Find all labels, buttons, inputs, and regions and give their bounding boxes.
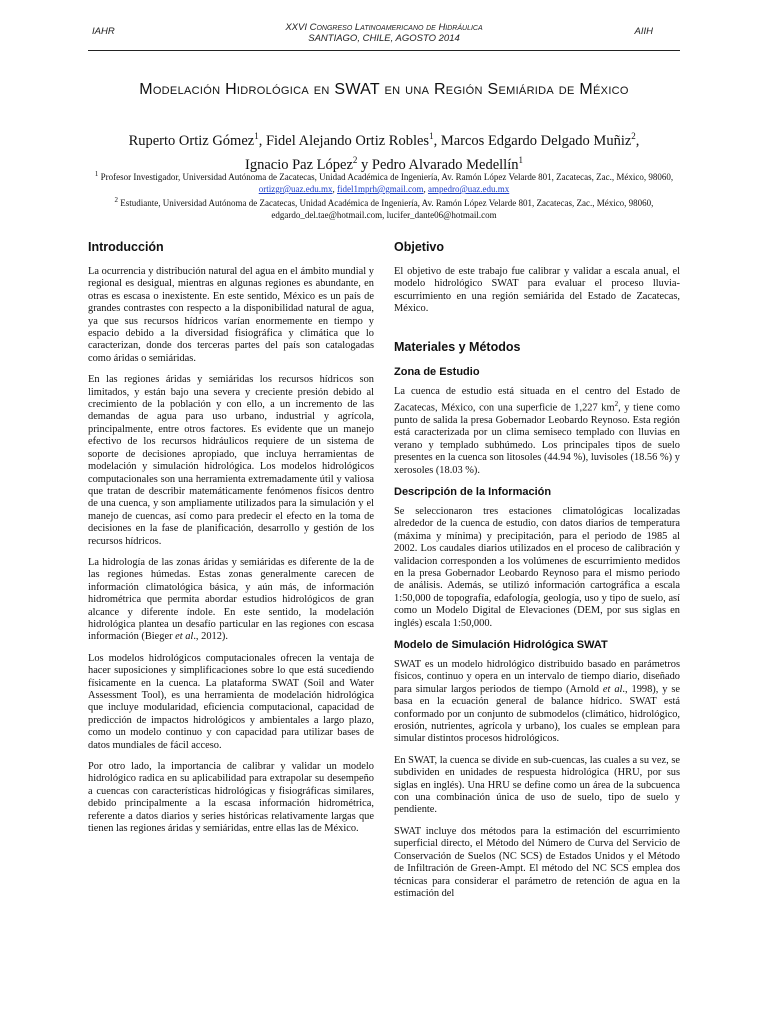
author-line-1 (80, 127, 688, 151)
paragraph: Por otro lado, la importancia de calibrar y validar un modelo hidrológico radica en su aplicabilidad para extrapolar su desempeño a cuencas con características hidrológicas y fisiográficas similares, debido principalmente a la escasa información hidrométrica, referente a datos diarios y series históricas relativamente largas que tienen las regiones áridas y semiáridas, entre ellas las de México. (88, 761, 374, 835)
author-affiliation-mark: 1 (254, 131, 259, 141)
author-affiliation-mark: 2 (352, 154, 358, 165)
right-column (394, 240, 680, 909)
paragraph: Los modelos hidrológicos computacionales ofrecen la ventaja de hacer suposiciones y simplificaciones sobre lo que está sucediendo físicamente en la cuenca. La plataforma SWAT (Soil and Water Assessment Tool), es una herramienta de modelación hidrológica que incluye modularidad, eficiencia computacional, capacidad de predicción de impactos hidrológicos y ambientales a largo plazo, como un modelo continuo y con capacidad para utilizar bases de datos mundiales de fácil acceso. (88, 652, 374, 751)
paragraph-text: ., 2012). (193, 631, 228, 643)
author-name: Fidel Alejando Ortiz Robles (265, 132, 430, 149)
paragraph-text: SWAT es un modelo hidrológico distribuido basado en parámetros físicos, continuo y opera en un intervalo de tiempo diario, diseñado para simular largos periodos de tiempo (Arnold (394, 659, 680, 695)
paragraph-text: La cuenca de estudio está situada en el centro del Estado de Zacatecas, México, con una superficie de 1,227 km (394, 385, 680, 414)
conference-name: XXVI Congreso Latinoamericano de Hidráulica (285, 22, 483, 33)
affiliation-mark: 1 (94, 170, 99, 178)
header-rule (88, 50, 680, 51)
subsection-heading-modelo: Modelo de Simulación Hidrológica SWAT (394, 639, 608, 651)
paragraph: El objetivo de este trabajo fue calibrar y validar a escala anual, el modelo hidrológico SWAT para evaluar el proceso lluvia-escurrimiento en una región semiárida del Estado de Zacatecas, México. (394, 266, 680, 315)
header-right-label: AIIH (634, 26, 653, 37)
paragraph-text: La hidrología de las zonas áridas y semiáridas es diferente de la de las regiones húmedas. Estas zonas generalmente carecen de información climatológica básica, y aún más, de información hidrométrica que permita abordar estudios hidrológicos de gran alcance y diferente índole. En este sentido, la modelación hidrológica plantea un desafío particular en las regiones con escasa información (Bieger (88, 556, 374, 643)
affiliation-text: Profesor Investigador, Universidad Autónoma de Zacatecas, Unidad Académica de Ingeniería, Av. Ramón López Velarde 801, Zacatecas, Zac., México, 98060, (100, 172, 674, 182)
header-left-label: IAHR (92, 26, 115, 37)
author-name: Marcos Edgardo Delgado Muñiz (440, 132, 632, 149)
author-affiliation-mark: 1 (518, 154, 523, 165)
subsection-heading-zona: Zona de Estudio (394, 365, 480, 378)
paragraph (394, 659, 680, 746)
section-heading-materiales: Materiales y Métodos (394, 339, 521, 354)
section-heading-introduccion: Introducción (88, 240, 164, 254)
citation-etal: et al (602, 683, 623, 695)
subsection-heading-descripcion: Descripción de la Información (394, 485, 552, 498)
paper-title: Modelación Hidrológica en SWAT en una Región Semiárida de México (139, 81, 629, 98)
author-name: Ruperto Ortiz Gómez (128, 132, 255, 149)
author-separator: , (635, 132, 640, 149)
paragraph: En las regiones áridas y semiáridas los recursos hídricos son limitados, y están bajo una severa y creciente presión debido al crecimiento de la población y con ello, a un incremento de las demandas de agua para uso urbano, industrial y agrícola, principalmente, entre otros factores. Es evidente que un manejo efectivo de los recursos hidráulicos requiere de un sistema de soporte de decisiones apropiado, que incluya herramientas de modelación y simulación hidrológica. Los modelos hidrológicos computacionales son una herramienta extremadamente útil y valiosa que tratan de describir matemáticamente fenómenos físicos dentro de una cuenca, y son ampliamente utilizados para la simulación y el manejo de cuencas, así como para predecir el efecto en la toma de decisiones en la fase de planificación, desarrollo y gestión de los recursos hídricos. (88, 374, 374, 547)
author-affiliation-mark: 1 (429, 131, 434, 141)
email-link[interactable]: fidel1mprh@gmail.com (336, 184, 424, 194)
affiliation-1: $^1$ Profesor Investigador, Universidad Autónoma de Zacatecas, Unidad Académica de Ingeniería, Av. Ramón López Velarde 801, Zacatecas, Zac., México, 98060, ortizgr@uaz.edu.mx, fidel1mprh@gmail.com, ampedro@uaz.edu.mx (94, 170, 674, 194)
author-conjunction: y (357, 156, 372, 173)
paragraph-text: ., 1998), y se basa en la ecuación general de balance hídrico. SWAT está conformado por un conjunto de submodelos (climático, hidrológico, erosión, nutrientes, agrícola y urbano), los cuales se emplean para simular distintos procesos hidrológicos. (394, 683, 680, 745)
email-link[interactable]: ampedro@uaz.edu.mx (428, 184, 510, 194)
paragraph: En SWAT, la cuenca se divide en sub-cuencas, las cuales a su vez, se subdividen en unidades de respuesta hidrológica (HRU, por sus siglas en inglés). Una HRU se define como un área de la subcuenca con una combinación única de uso de suelo, tipo de suelo y pendiente. (394, 754, 680, 816)
paragraph: SWAT incluye dos métodos para la estimación del escurrimiento superficial directo, el Método del Número de Curva del Servicio de Conservación de Suelos (NC SCS) de Estados Unidos y el Método de Infiltración de Green-Ampt. El método del NC SCS emplea dos técnicas para considerar el parámetro de retención de agua en la estimación del (394, 825, 680, 899)
left-column (88, 240, 374, 844)
citation-etal: et al (175, 631, 194, 643)
paragraph (88, 557, 374, 644)
conference-location: SANTIAGO, CHILE, AGOSTO 2014 (308, 33, 460, 44)
paragraph: Se seleccionaron tres estaciones climatológicas localizadas alrededor de la cuenca de estudio, con datos diarios de temperatura (máxima y mínima) y precipitación, para el periodo de 1985 al 2002. Los caudales diarios utilizados en el proceso de calibración y validacion corresponden a los volúmenes de escurrimiento medidos en la presa Gobernador Leobardo Reynoso para el mismo periodo de análisis. Además, se utilizó información cartográfica a escala 1:50,000 de topografía, edafología, geología, uso y tipo de suelo, así como un Modelo Digital de Elevaciones (DEM, por sus siglas en inglés) escala 1:50,000. (394, 505, 680, 629)
author-name: Ignacio Paz López (245, 156, 353, 173)
paragraph: La ocurrencia y distribución natural del agua en el ámbito mundial y regional es desigual, mientras en algunas regiones es abundante, en otras es escasa o inexistente. En este sentido, México es un país de grandes contrastes con respecto a la disponibilidad natural de agua, ya que sus recursos hídricos varían enormemente en tiempo y espacio debido a la diversidad fisiográfica y climática que lo caracterizan, donde dos terceras partes del país son catalogadas como áridas o semiáridas. (88, 266, 374, 364)
section-heading-objetivo: Objetivo (394, 240, 445, 254)
author-affiliation-mark: 2 (631, 131, 636, 141)
paragraph-text: , y tiene como punto de salida la presa Gobernador Leobardo Reynoso. Esta región está caracterizada por un clima semiseco templado con lluvias en verano y templado subhúmedo. Los principales tipos de suelo presentes en la cuenca son litosoles (44.94 %), luvisoles (18.56 %) y xerosoles (18.03 %). (394, 402, 680, 476)
author-separator: , (433, 132, 441, 149)
paragraph (394, 386, 680, 477)
superscript: 2 (614, 400, 619, 409)
affiliation-mark: 2 (114, 196, 119, 204)
author-separator: , (258, 132, 266, 149)
affiliation-text: Estudiante, Universidad Autónoma de Zacatecas, Unidad Académica de Ingeniería, Av. Ramón López Velarde 801, Zacatecas, Zac., México, 98060, edgardo_del.tae@hotmail.com, lucifer_dante06@hotmail.com (120, 198, 654, 220)
author-name: Pedro Alvarado Medellín (371, 156, 519, 173)
email-link[interactable]: ortizgr@uaz.edu.mx (258, 184, 333, 194)
affiliation-2 (88, 194, 680, 221)
